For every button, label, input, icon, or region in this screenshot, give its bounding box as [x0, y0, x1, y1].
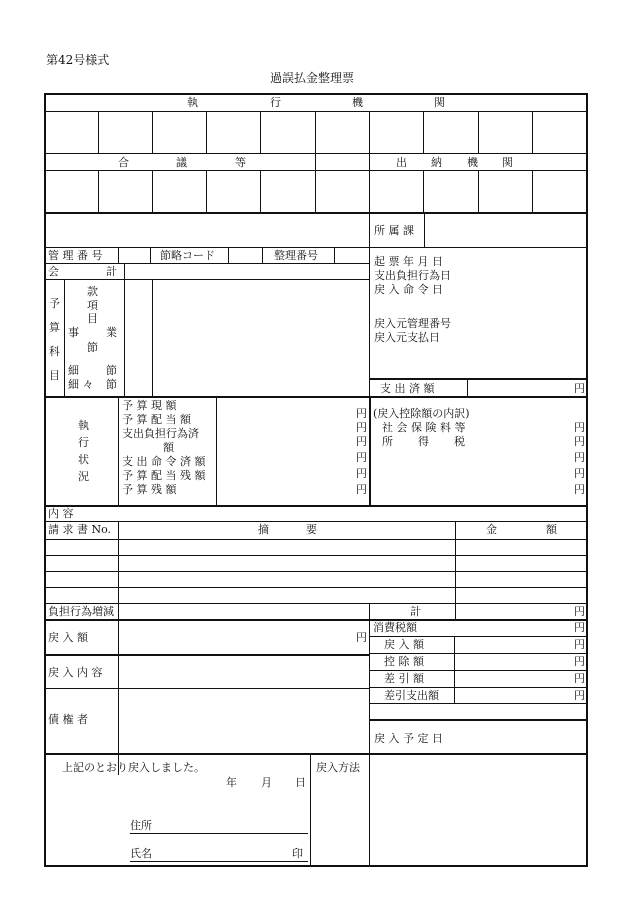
summary-char: 摘: [258, 523, 269, 536]
date-unit-year: 年: [226, 776, 237, 789]
moku-label: 目: [87, 312, 98, 325]
date-unit-day: 日: [295, 776, 306, 789]
net-payment-label: 差引支出額: [384, 689, 439, 702]
council-char: 合: [118, 156, 129, 169]
net-amount-label: 差 引 額: [384, 672, 424, 685]
executing-agency-char: 関: [434, 96, 445, 109]
yen-unit: 円: [356, 483, 367, 496]
jigyo-label: 業: [106, 326, 117, 339]
saisetsu-label: 細: [68, 364, 79, 377]
exec-status-char: 状: [78, 453, 89, 466]
executing-agency-char: 執: [187, 96, 198, 109]
yen-unit: 円: [356, 631, 367, 644]
deduction-breakdown-label: (戻入控除額の内訳): [373, 407, 470, 420]
name-label: 氏名: [130, 847, 152, 860]
return-amount-label: 戻 入 額: [48, 631, 88, 644]
social-insurance-label: 社 会 保 険 料 等: [382, 421, 466, 434]
return-order-date-label: 戻 入 命 令 日: [374, 283, 443, 296]
saisetsu-label: 節: [106, 364, 117, 377]
seal-mark: 印: [292, 847, 303, 860]
executing-agency-char: 機: [352, 96, 363, 109]
total-label: 計: [410, 605, 421, 618]
council-char: 等: [235, 156, 246, 169]
yen-unit: 円: [574, 638, 585, 651]
budget-item-char: 予: [49, 297, 60, 310]
income-tax-char: 所: [382, 435, 393, 448]
scheduled-return-date-label: 戻 入 予 定 日: [374, 732, 443, 745]
yen-unit: 円: [574, 435, 585, 448]
treasury-char: 関: [502, 156, 513, 169]
address-label: 住所: [130, 819, 152, 832]
date-unit-month: 月: [261, 776, 272, 789]
commitment-change-label: 負担行為増減: [48, 605, 114, 618]
return-source-mgmt-label: 戻入元管理番号: [374, 317, 451, 330]
content-label: 内 容: [48, 507, 74, 520]
budget-line: 予 算 現 額: [122, 399, 177, 412]
income-tax-char: 税: [454, 435, 465, 448]
kou-label: 項: [87, 299, 98, 312]
yen-unit: 円: [574, 689, 585, 702]
setsu-label: 節: [87, 341, 98, 354]
statement-text: 上記のとおり戻入しました。: [62, 761, 205, 774]
accounting-char: 計: [106, 265, 117, 278]
budget-item-char: 目: [49, 369, 60, 382]
paid-amount-label: 支 出 済 額: [380, 382, 435, 395]
accounting-char: 会: [48, 265, 59, 278]
summary-char: 要: [306, 523, 317, 536]
form-number: 第42号様式: [46, 53, 110, 67]
budget-item-char: 算: [49, 321, 60, 334]
budget-line: 予 算 残 額: [122, 483, 177, 496]
yen-unit: 円: [574, 451, 585, 464]
yen-unit: 円: [356, 421, 367, 434]
saisaisetsu-label: 細 々: [68, 378, 94, 391]
yen-unit: 円: [574, 672, 585, 685]
deduction-label: 控 除 額: [384, 655, 424, 668]
mgmt-number-label: 管 理 番 号: [48, 249, 103, 262]
yen-unit: 円: [574, 605, 585, 618]
creditor-label: 債 権 者: [48, 713, 88, 726]
yen-unit: 円: [574, 655, 585, 668]
amount-char: 金: [486, 523, 497, 536]
invoice-no-label: 請 求 書 No.: [48, 523, 112, 536]
treasury-char: 機: [467, 156, 478, 169]
budget-line: 支出負担行為済: [122, 427, 199, 440]
kan-label: 款: [87, 285, 98, 298]
yen-unit: 円: [574, 421, 585, 434]
exec-status-char: 執: [78, 419, 89, 432]
commitment-date-label: 支出負担行為日: [374, 269, 451, 282]
income-tax-char: 得: [418, 435, 429, 448]
yen-unit: 円: [356, 467, 367, 480]
budget-line: 予 算 配 当 残 額: [122, 469, 206, 482]
department-label: 所 属 課: [374, 224, 414, 237]
saisaisetsu-label: 節: [106, 378, 117, 391]
exec-status-char: 行: [78, 436, 89, 449]
start-date-label: 起 票 年 月 日: [374, 255, 443, 268]
budget-line: 予 算 配 当 額: [122, 413, 191, 426]
yen-unit: 円: [356, 451, 367, 464]
yen-unit: 円: [356, 407, 367, 420]
yen-unit: 円: [574, 483, 585, 496]
page-title: 過誤払金整理票: [270, 71, 355, 85]
return-method-label: 戻入方法: [316, 761, 360, 774]
abbr-code-label: 節略コード: [160, 249, 215, 262]
return-amount-right-label: 戻 入 額: [384, 638, 424, 651]
yen-unit: 円: [574, 467, 585, 480]
budget-item-char: 科: [49, 345, 60, 358]
exec-status-char: 況: [78, 470, 89, 483]
treasury-char: 出: [396, 156, 407, 169]
budget-line: 額: [163, 441, 174, 454]
ref-number-label: 整理番号: [274, 249, 318, 262]
yen-unit: 円: [574, 621, 585, 634]
council-char: 議: [176, 156, 187, 169]
jigyo-label: 事: [68, 326, 79, 339]
amount-char: 額: [546, 523, 557, 536]
budget-line: 支 出 命 令 済 額: [122, 455, 206, 468]
yen-unit: 円: [356, 435, 367, 448]
yen-unit: 円: [574, 382, 585, 395]
treasury-char: 納: [431, 156, 442, 169]
executing-agency-char: 行: [270, 96, 281, 109]
return-content-label: 戻 入 内 容: [48, 666, 103, 679]
consumption-tax-label: 消費税額: [373, 621, 417, 634]
return-source-pay-date-label: 戻入元支払日: [374, 331, 440, 344]
